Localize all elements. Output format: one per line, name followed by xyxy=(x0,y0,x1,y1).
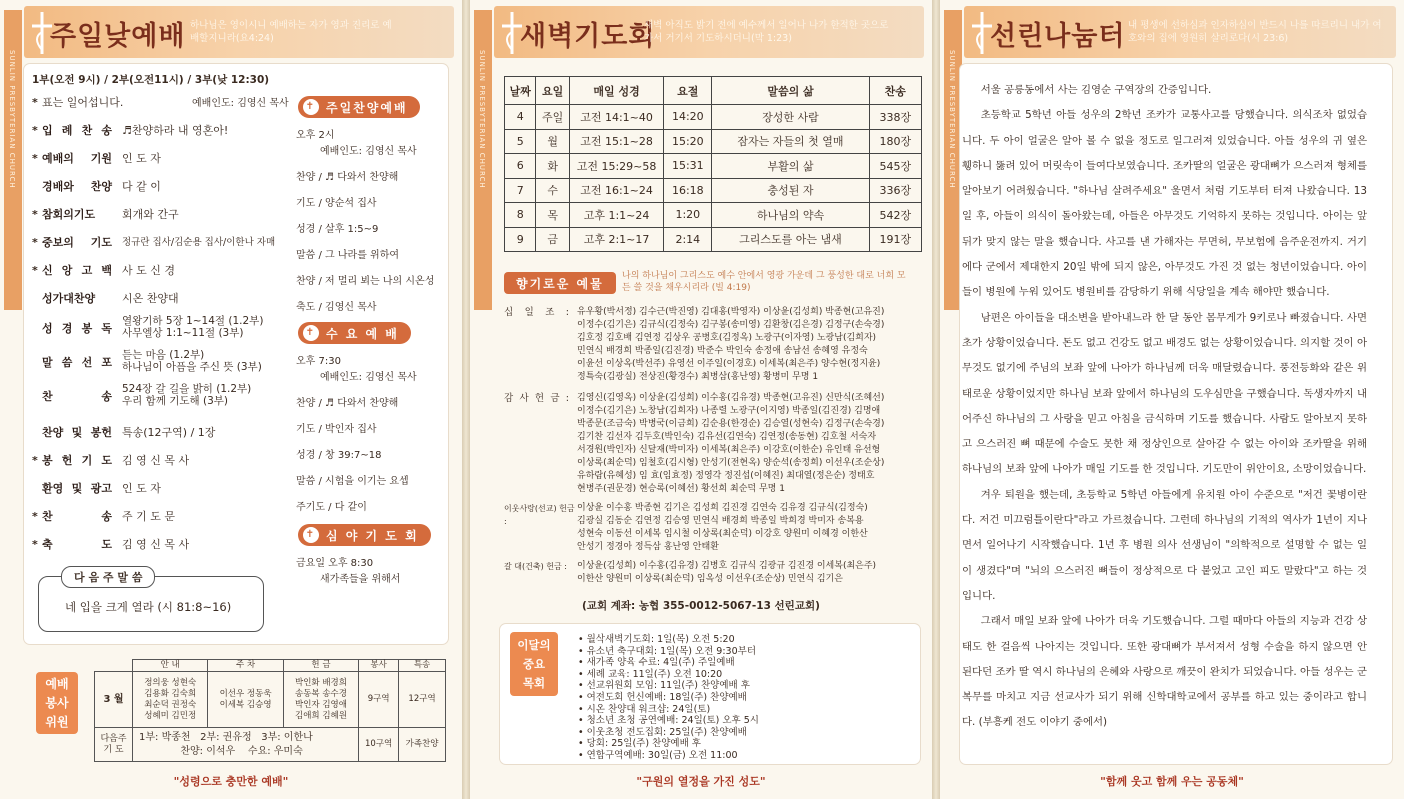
schedule-cell: 하나님의 약속 xyxy=(712,203,869,228)
event-item: • 이웃초청 전도집회: 25일(주) 찬양예배 xyxy=(578,726,747,738)
share-verse: 내 평생에 선하심과 인자하심이 반드시 나를 따르리니 내가 여호와의 집에 영원히 살리로다(시 23:6) xyxy=(1128,20,1382,44)
order-value: 열왕기하 5장 1~14절 (1.2부) 사무엘상 1:1~11절 (3부) xyxy=(122,315,264,339)
event-item: • 여전도회 헌신예배: 18일(주) 찬양예배 xyxy=(578,692,747,703)
serve-cell: 9구역 xyxy=(359,672,399,728)
schedule-cell: 잠자는 자들의 첫 열매 xyxy=(712,129,869,154)
cross-icon: ✝ xyxy=(303,99,319,115)
schedule-cell: 고후 2:1~17 xyxy=(569,227,663,252)
offering-cell: 박인화 배경희 송동복 송수경 박인자 김영애 김애희 김혜원 xyxy=(283,672,358,728)
service-item: 예배인도: 김영신 목사 xyxy=(320,372,417,383)
church-name-vertical: SUNLIN PRESBYTERIAN CHURCH xyxy=(478,50,486,189)
dawn-verse: 새벽 아직도 밝기 전에 예수께서 일어나 나가 한적한 곳으로 가서 거기서 기도하시더니(막 1:23) xyxy=(644,20,889,44)
order-label: 찬양 및 봉헌 xyxy=(42,426,112,439)
schedule-cell: 15:20 xyxy=(664,129,712,154)
story-paragraph: 초등학교 5학년 아들 성우의 2학년 조카가 교통사고를 당했습니다. 의식조차 없었습니다. 두 아이 얼굴은 알아 볼 수 없을 정도로 일그러져 있었습니다. 아들 성우의 귀 옆은 휑하니 뚫려 있어 머릿속이 들여다보였습니다. 조카딸의 얼굴은 광대뼈가 으스러져 형체를 알아보기 어려웠습니다. "하나님 살려주세요" 울면서 처럼 기도부터 터져 나왔습니다. 13일 후, 아들이 의식이 돌아왔는데, 아들은 아무것도 기억하지 못하는 것입니다. 아이는 앞뒤가 맞지 않는 말을 했습니다. 사고를 낸 가해자는 무면허, 무보험에 음주운전까지. 거기에다 군에서 제대한지 20일 밖에 되지 않은, 아무것도 가진 것 없는 청년이었습니다. 아이들이 병원에 누워 있어도 병원비를 감당하기 위해 식당일을 계속 해야만 했습니다. xyxy=(962,109,1367,299)
service-title xyxy=(298,322,411,344)
schedule-cell: 542장 xyxy=(869,203,921,228)
footer-2: "구원의 열정을 가진 성도" xyxy=(636,775,766,788)
service-item: 성경 / 창 39:7~18 xyxy=(296,450,382,461)
order-value: 인 도 자 xyxy=(122,482,161,495)
order-value: 정규란 집사/김순용 집사/이한나 자매 xyxy=(122,237,276,248)
schedule-cell: 고전 15:29~58 xyxy=(569,154,663,179)
schedule-cell: 7 xyxy=(505,178,536,203)
dawn-panel xyxy=(470,0,932,799)
fold-line xyxy=(462,0,470,799)
schedule-cell: 191장 xyxy=(869,227,921,252)
service-item: 기도 / 박인자 집사 xyxy=(296,424,377,435)
worship-order-item xyxy=(32,536,190,552)
order-label: 중보의 기도 xyxy=(42,236,112,249)
worship-order-item xyxy=(32,480,161,496)
order-value: 듣는 마음 (1.2부) 하나님이 아픔을 주신 뜻 (3부) xyxy=(122,349,262,373)
offering-group-names: 이상윤(김성희) 이수홍(김유경) 김병호 김규식 김광규 김진경 이세복(최은주) 이한산 양원미 이상록(최순덕) 임옥성 이선우(조순상) 민연식 김기은 xyxy=(577,561,877,584)
cross-icon: ✝ xyxy=(303,325,319,341)
schedule-cell: 338장 xyxy=(869,105,921,130)
order-label: 참회의기도 xyxy=(42,208,96,221)
schedule-cell: 14:20 xyxy=(664,105,712,130)
worship-order-item xyxy=(32,383,252,407)
offering-group-label: 감 사 헌 금 : xyxy=(504,393,569,404)
schedule-row xyxy=(505,203,922,228)
schedule-cell: 336장 xyxy=(869,178,921,203)
worship-leader: 예배인도: 김영신 목사 xyxy=(192,98,289,109)
service-item: 찬양 / ♬ 다와서 찬양해 xyxy=(296,172,399,183)
order-label: 신 앙 고 백 xyxy=(42,264,112,277)
service-item: 축도 / 김영신 목사 xyxy=(296,302,377,313)
worship-order-item xyxy=(32,122,229,138)
order-value: 인 도 자 xyxy=(122,152,161,165)
event-item: • 시온 찬양대 워크샵: 24일(토) xyxy=(578,703,711,715)
stand-mark: * xyxy=(32,96,38,109)
schedule-cell: 금 xyxy=(536,227,570,252)
service-title-text: 심 야 기 도 회 xyxy=(326,529,419,543)
footer-1: "성령으로 충만한 예배" xyxy=(173,775,289,788)
worship-times: 1부(오전 9시) / 2부(오전11시) / 3부(낮 12:30) xyxy=(32,74,270,86)
schedule-cell: 고전 14:1~40 xyxy=(569,105,663,130)
stand-mark: * xyxy=(32,124,38,137)
guide-cell: 정의웅 성현숙 김용화 김숙희 최순덕 권정숙 성혜미 김민정 xyxy=(133,672,208,728)
col-special: 특송 xyxy=(399,660,446,672)
offering-group-names: 이상윤 이수홍 박종현 김기은 김성희 김진경 김연숙 김유경 김규식(김정숙) 김광실 김동순 김연정 김승영 민연식 배경희 박종일 박희경 박미자 송복용 성현숙 이동선 이세복 임시철 이상록(최순덕) 이강호 양원미 이혜경 이한산 안성기 정경아 정득삼 홍난영 안태환 xyxy=(577,503,868,552)
stand-mark: * xyxy=(32,236,38,249)
order-value: 사 도 신 경 xyxy=(122,264,175,277)
order-label: 경배와 찬양 xyxy=(42,180,112,193)
dawn-title: 새벽기도회 xyxy=(520,21,656,52)
schedule-header: 찬송 xyxy=(869,77,921,105)
worship-order-item xyxy=(32,349,262,373)
events-card xyxy=(500,624,920,764)
schedule-cell: 장성한 사람 xyxy=(712,105,869,130)
schedule-cell: 고후 1:1~24 xyxy=(569,203,663,228)
next-word-text: 네 입을 크게 열라 (시 81:8~16) xyxy=(65,600,232,614)
schedule-cell: 월 xyxy=(536,129,570,154)
service-item: 말씀 / 시험을 이기는 요셉 xyxy=(296,476,409,487)
service-item: 기도 / 양순석 집사 xyxy=(296,198,377,209)
story-paragraph: 겨우 퇴원을 했는데, 초등학교 5학년 아들에게 유치원 아이 수준으로 "저건 꽃병이란다. 저건 미끄럼틀이란다"라고 가르쳤습니다. 그런데 하나님의 기적의 역사가 1년이 지나면서 일어나기 시작했습니다. 1년 후 병원 의사 선생님이 "의학적으로 설명할 수 없는 일이 생겼다"며 "뇌의 으스러진 뼈들이 정상적으로 다 붙었고 고인 피도 말랐다"고 하는 것입니다. xyxy=(962,488,1367,602)
order-note: 표는 일어섭니다. xyxy=(42,96,124,109)
service-team-table xyxy=(94,659,446,762)
stand-mark: * xyxy=(32,208,38,221)
order-label: 예배의 기원 xyxy=(42,152,112,165)
schedule-cell: 고전 15:1~28 xyxy=(569,129,663,154)
schedule-cell: 8 xyxy=(505,203,536,228)
next-prayers-cell xyxy=(133,728,359,762)
service-title xyxy=(298,96,420,118)
next-special-cell: 가족찬양 xyxy=(399,728,446,762)
offering-group-names: 김영신(김영옥) 이상윤(김성희) 이수홍(김유경) 박종현(고유진) 신만식(조혜선) 이정수(김기은) 노창남(김희자) 나종렬 노광구(이지영) 박종일(김진경) 김명애 박종문(조금숙) 박병국(이금희) 김순용(한경순) 김승열(성현숙) 김정구(손숙경) 김기찬 김선자 김두호(박인숙) 김유선(김연숙) 김연정(송동현) 김호철 서숙자 서경원(박인자) 신달재(박미자) 이세복(최은주) 이강호(이한순) 유인태 유선형 이상록(최순덕) 임철호(김시형) 안성기(전현옥) 양순석(송정희) 이선우(조순상) 유하람(유혜성) 임 효(임효정) 정영각 정진섭(이혜진) 최대열(정은순) 정태호 현병주(권문경) 현승록(이혜선) 황선희 최순덕 무명 1 xyxy=(577,393,885,494)
stand-mark: * xyxy=(32,538,38,551)
offering-group-label: 갈 대(건축) 헌금 : xyxy=(504,562,567,571)
schedule-cell: 15:31 xyxy=(664,154,712,179)
worship-verse: 하나님은 영이시니 예배하는 자가 영과 진리로 예배할지니라(요4:24) xyxy=(190,20,392,44)
order-label: 환영 및 광고 xyxy=(42,482,112,495)
schedule-header: 말씀의 삶 xyxy=(712,77,869,105)
order-label: 축 도 xyxy=(42,538,112,551)
event-item: • 연합구역예배: 30일(금) 오전 11:00 xyxy=(578,750,738,761)
special-cell: 12구역 xyxy=(399,672,446,728)
stand-mark: * xyxy=(32,152,38,165)
share-panel xyxy=(940,0,1404,799)
order-value: 특송(12구역) / 1장 xyxy=(122,426,216,439)
service-item: 금요일 오후 8:30 xyxy=(296,558,374,569)
event-item: • 당회: 25일(주) 찬양예배 후 xyxy=(578,738,701,750)
order-label: 성 경 봉 독 xyxy=(42,322,112,335)
story-paragraph: 남편은 아이들을 대소변을 받아내느라 한 달 동안 몸무게가 9키로나 빠졌습니다. 사면초가 상황이었습니다. 돈도 없고 건강도 없고 배경도 없는 상황이었습니다. 의지할 것이 아무것도 없기에 주님의 보좌 앞에 나아가 하나님께 더욱 매달렸습니다. 풍전등화와 같은 위태로운 상황이었지만 하나님 보좌 앞에서 하나님의 도우심만을 구했습니다. 독생자까지 내어주신 하나님의 그 사랑을 믿고 아침을 금식하며 기도를 했습니다. 사람도 알아보지 못하고 으스러진 뼈 때문에 수술도 못한 채 정상인으로 살아갈 수 없는 아이와 조카딸을 위해 하나님의 보좌 앞에 나아가 매일 기도를 한 것입니다. 기도만이 위안이요, 소망이었습니다. xyxy=(962,311,1367,476)
schedule-header: 날짜 xyxy=(505,77,536,105)
service-item: 예배인도: 김영신 목사 xyxy=(320,146,417,157)
schedule-row xyxy=(505,129,922,154)
service-item: 말씀 / 그 나라를 위하여 xyxy=(296,250,400,261)
story-paragraph: 그래서 매일 보좌 앞에 나아가 더욱 기도했습니다. 그럴 때마다 아들의 지능과 건강 상태도 한 걸음씩 나아지는 것입니다. 또한 광대뼈가 부서져서 성형 수술을 하지 않으면 안 된다던 조카 딸 역시 하나님의 은혜와 사랑으로 깨끗이 완치가 되었습니다. 아들 성우는 군 복무를 마치고 지금 선교사가 되기 위해 신학대학교에서 공부를 하고 있는 중이라고 합니다. (부흥케 전도 이야기 중에서) xyxy=(962,615,1367,729)
next-word-label: 다 음 주 말 씀 xyxy=(61,566,155,588)
worship-order-item xyxy=(32,424,216,440)
order-value: 다 같 이 xyxy=(122,180,161,193)
schedule-row xyxy=(505,105,922,130)
schedule-row xyxy=(505,227,922,252)
order-label: 말 씀 선 포 xyxy=(42,356,112,369)
stand-mark: * xyxy=(32,264,38,277)
service-item: 새가족들을 위해서 xyxy=(320,574,401,585)
next-1: 1부: 박종천 xyxy=(139,731,191,743)
side-stripe xyxy=(4,10,22,310)
schedule-cell: 수 xyxy=(536,178,570,203)
schedule-cell: 부활의 삶 xyxy=(712,154,869,179)
testimony-story xyxy=(962,78,1367,736)
schedule-cell: 그리스도를 아는 냄새 xyxy=(712,227,869,252)
schedule-header: 요일 xyxy=(536,77,570,105)
share-header xyxy=(964,6,1396,58)
fold-line xyxy=(932,0,940,799)
offering-group-label: 십 일 조 : xyxy=(504,307,569,318)
schedule-cell: 주일 xyxy=(536,105,570,130)
schedule-cell: 2:14 xyxy=(664,227,712,252)
schedule-header: 매일 성경 xyxy=(569,77,663,105)
event-item: • 월삭새벽기도회: 1일(목) 오전 5:20 xyxy=(578,634,735,645)
account-info: (교회 계좌: 농협 355-0012-5067-13 선린교회) xyxy=(582,600,820,612)
service-item: 성경 / 살후 1:5~9 xyxy=(296,224,379,235)
dawn-header xyxy=(494,6,924,58)
parking-cell: 이선우 정동욱 이세복 김승영 xyxy=(208,672,283,728)
offering-verse: 나의 하나님이 그리스도 예수 안에서 영광 가운데 그 풍성한 대로 너희 모든 쓸 것을 채우시리라 (빌 4:19) xyxy=(622,271,906,293)
order-value: 주 기 도 문 xyxy=(122,510,175,523)
worship-order-item xyxy=(32,234,276,250)
order-value: 김 영 신 목 사 xyxy=(122,538,190,551)
order-label: 봉 헌 기 도 xyxy=(42,454,112,467)
story-paragraph: 서울 공릉동에서 사는 김영순 구역장의 간증입니다. xyxy=(980,84,1212,96)
service-item: 주기도 / 다 같이 xyxy=(296,502,367,513)
schedule-cell: 5 xyxy=(505,129,536,154)
order-label: 찬 송 xyxy=(42,510,112,523)
side-stripe xyxy=(474,10,492,310)
worship-panel xyxy=(0,0,462,799)
schedule-cell: 180장 xyxy=(869,129,921,154)
service-item: 찬양 / 저 멀리 뵈는 나의 시온성 xyxy=(296,276,435,287)
schedule-header: 요절 xyxy=(664,77,712,105)
worship-order-item xyxy=(32,452,190,468)
offering-group-names: 유우황(박서정) 김수근(박진영) 김대홍(박영자) 이상윤(김성희) 박종현(고유진) 이정수(김기은) 김규식(김정숙) 김구봉(송미영) 김환창(김은경) 김정구(손숙경) 김호정 김호배 김연정 김상우 공병호(김정옥) 노광구(이자영) 노광남(김희자) 민연식 배경희 박종일(김진경) 박준수 박인숙 송정애 송남선 송혜영 유정숙 이윤선 이상옥(박선주) 유영선 이주일(이경호) 이세복(최은주) 양수현(정지윤) 정특숙(김광실) 전상진(황경수) 최병삼(홍난영) 황병미 무명 1 xyxy=(577,307,885,382)
worship-order-item xyxy=(32,206,179,222)
offering-title: 향기로운 예물 xyxy=(504,272,616,294)
schedule-row xyxy=(505,178,922,203)
church-name-vertical: SUNLIN PRESBYTERIAN CHURCH xyxy=(8,50,16,189)
worship-order-item xyxy=(32,178,161,194)
schedule-cell: 9 xyxy=(505,227,536,252)
schedule-cell: 16:18 xyxy=(664,178,712,203)
service-title-text: 주일찬양예배 xyxy=(326,101,408,115)
schedule-cell: 6 xyxy=(505,154,536,179)
service-item: 찬양 / ♬ 다와서 찬양해 xyxy=(296,398,399,409)
order-label: 성가대찬양 xyxy=(42,292,96,305)
stand-mark: * xyxy=(32,454,38,467)
worship-order-item xyxy=(32,150,161,166)
schedule-cell: 고전 16:1~24 xyxy=(569,178,663,203)
month-cell: 3 월 xyxy=(95,672,133,728)
next-label-cell: 다음주 기 도 xyxy=(95,728,133,762)
service-team-label: 예배 봉사 위원 xyxy=(36,672,78,734)
worship-order-item xyxy=(32,508,175,524)
order-value: 김 영 신 목 사 xyxy=(122,454,190,467)
order-value: ♬찬양하라 내 영혼아! xyxy=(122,124,229,137)
schedule-row xyxy=(505,154,922,179)
order-label: 찬 송 xyxy=(42,390,112,403)
col-offering: 헌 금 xyxy=(283,660,358,672)
worship-order-item xyxy=(32,315,264,339)
event-item: • 선교위원회 모임: 11일(주) 찬양예배 후 xyxy=(578,680,750,692)
church-name-vertical: SUNLIN PRESBYTERIAN CHURCH xyxy=(948,50,956,189)
dawn-schedule-table xyxy=(504,76,922,252)
schedule-cell: 목 xyxy=(536,203,570,228)
service-title xyxy=(298,524,431,546)
worship-order-item xyxy=(32,262,175,278)
next-3: 3부: 이한나 xyxy=(261,731,313,743)
worship-order-item xyxy=(32,290,179,306)
cross-icon: ✝ xyxy=(303,527,319,543)
event-item: • 청소년 초청 공연예배: 24일(토) 오후 5시 xyxy=(578,715,759,727)
col-parking: 주 차 xyxy=(208,660,283,672)
next-wed: 수요: 우미숙 xyxy=(247,745,303,757)
next-2: 2부: 권유정 xyxy=(200,731,252,743)
schedule-cell: 545장 xyxy=(869,154,921,179)
event-item: • 세례 교육: 11일(주) 오전 10:20 xyxy=(578,668,723,680)
order-value: 시온 찬양대 xyxy=(122,292,179,305)
col-guide: 안 내 xyxy=(133,660,208,672)
next-word-box xyxy=(38,571,264,632)
service-item: 오후 7:30 xyxy=(296,356,341,367)
next-choir: 찬양: 이석우 xyxy=(180,745,236,757)
order-value: 524장 갈 길을 밝히 (1.2부) 우리 함께 기도해 (3부) xyxy=(122,383,252,407)
worship-order-item xyxy=(32,94,289,110)
schedule-cell: 충성된 자 xyxy=(712,178,869,203)
worship-title: 주일낮예배 xyxy=(50,21,186,52)
share-title: 선린나눔터 xyxy=(990,21,1126,52)
order-value: 회개와 간구 xyxy=(122,208,179,221)
next-serve-cell: 10구역 xyxy=(359,728,399,762)
worship-header xyxy=(24,6,454,58)
events-label: 이달의 중요 목회 xyxy=(510,632,558,696)
service-item: 오후 2시 xyxy=(296,130,335,141)
footer-3: "함께 웃고 함께 우는 공동체" xyxy=(1100,775,1244,788)
col-serve: 봉사 xyxy=(359,660,399,672)
schedule-cell: 화 xyxy=(536,154,570,179)
event-item: • 유소년 축구대회: 1일(목) 오전 9:30부터 xyxy=(578,645,756,657)
order-label: 입 례 찬 송 xyxy=(42,124,112,137)
event-item: • 새가족 양육 수료: 4일(주) 주일예배 xyxy=(578,657,735,669)
stand-mark: * xyxy=(32,510,38,523)
schedule-cell: 4 xyxy=(505,105,536,130)
schedule-cell: 1:20 xyxy=(664,203,712,228)
service-title-text: 수 요 예 배 xyxy=(326,327,399,341)
offering-group-label: 이웃사랑(선교) 헌금 : xyxy=(504,504,575,526)
